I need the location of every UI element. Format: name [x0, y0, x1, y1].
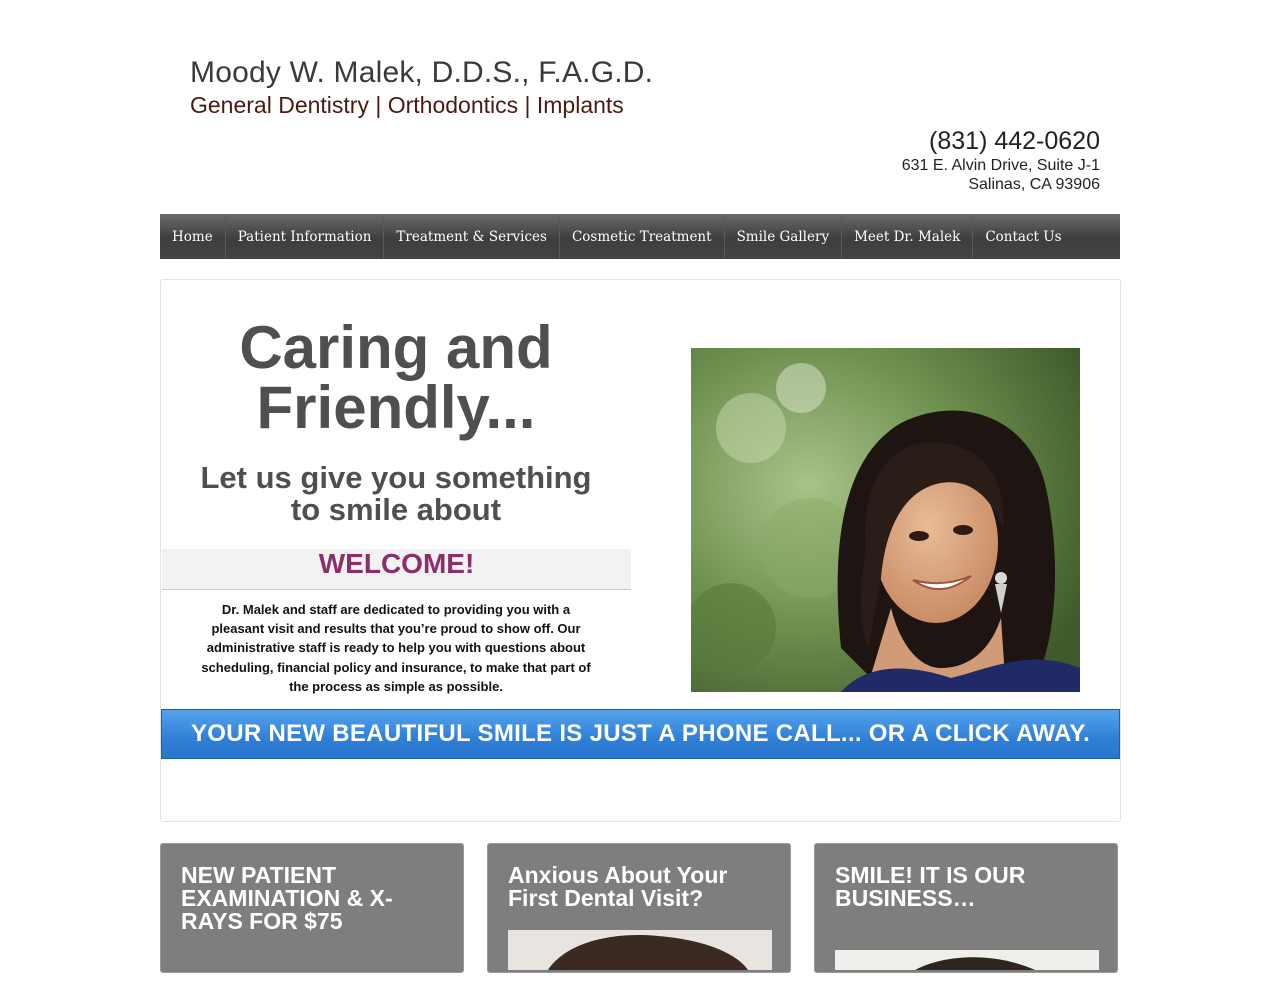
promo-box-title: SMILE! IT IS OUR BUSINESS…	[835, 862, 1026, 911]
contact-block	[902, 126, 1100, 194]
hero-title-line-1: Caring and	[239, 314, 553, 381]
hero-subtitle-line-2: to smile about	[290, 492, 502, 527]
welcome-text: Dr. Malek and staff are dedicated to providing you with a pleasant visit and results that you’re proud to show off. Our administrative staff is ready to help you with questions about scheduling, financial policy and insurance, to make that part of the process as simple as possible.	[201, 602, 591, 694]
address-line-2: Salinas, CA 93906	[968, 176, 1100, 193]
nav-item-smile-gallery[interactable]: Smile Gallery	[725, 214, 843, 259]
nav-item-contact-us[interactable]: Contact Us	[985, 228, 1062, 245]
cta-banner[interactable]: YOUR NEW BEAUTIFUL SMILE IS JUST A PHONE CALL... OR A CLICK AWAY.	[161, 709, 1120, 759]
promo-box-title: Anxious About Your First Dental Visit?	[508, 862, 728, 911]
hero-subtitle	[161, 462, 631, 526]
promo-box-image	[835, 950, 1099, 990]
nav-item-cosmetic-treatment[interactable]: Cosmetic Treatment	[560, 214, 725, 259]
phone-number[interactable]: (831) 442-0620	[929, 127, 1100, 155]
nav-item-patient-information[interactable]: Patient Information	[226, 214, 385, 259]
promo-box-title: NEW PATIENT EXAMINATION & X-RAYS FOR $75	[181, 862, 393, 934]
address-line-1: 631 E. Alvin Drive, Suite J-1	[901, 157, 1100, 174]
practice-tagline: General Dentistry | Orthodontics | Implants	[190, 92, 624, 118]
promo-box-photo	[835, 950, 1099, 970]
hero-photo-illustration	[691, 348, 1080, 692]
hero-photo	[691, 348, 1080, 692]
promo-box-smile[interactable]	[814, 843, 1118, 973]
main-nav	[160, 214, 1120, 259]
hero-title-line-2: Friendly...	[256, 374, 536, 441]
nav-item-meet-dr-malek[interactable]: Meet Dr. Malek	[842, 214, 973, 259]
practice-logo[interactable]	[190, 56, 653, 120]
practice-name: Moody W. Malek, D.D.S., F.A.G.D.	[190, 56, 654, 89]
nav-item-home[interactable]: Home	[160, 214, 226, 259]
hero-subtitle-line-1: Let us give you something	[200, 460, 592, 495]
promo-box-photo	[508, 930, 772, 970]
hero-title	[161, 314, 631, 441]
nav-item-treatment-services[interactable]: Treatment & Services	[384, 214, 560, 259]
promo-box-anxious[interactable]	[487, 843, 791, 973]
promo-box-new-patient[interactable]	[160, 843, 464, 973]
welcome-heading: WELCOME!	[162, 549, 631, 590]
promo-box-image	[508, 930, 772, 970]
hero-panel	[160, 279, 1121, 822]
